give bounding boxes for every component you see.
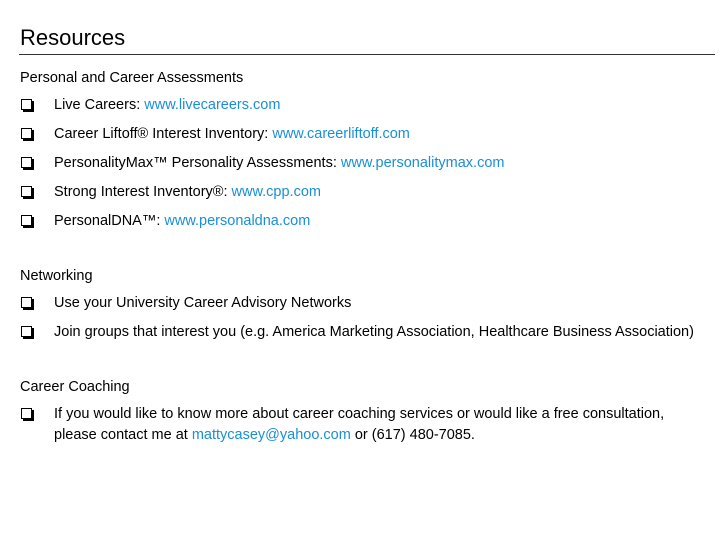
content: [20, 68, 710, 446]
link-personalitymax[interactable]: www.personalitymax.com: [340, 155, 505, 171]
link-livecareers[interactable]: www.livecareers.com: [144, 97, 281, 113]
spacer: [20, 232, 710, 266]
title-divider: [19, 54, 715, 55]
list-item: [20, 404, 710, 446]
link-cpp[interactable]: www.cpp.com: [231, 184, 321, 200]
email-link[interactable]: mattycasey@yahoo.com: [191, 427, 351, 443]
list-item: [20, 293, 710, 314]
list-item: [20, 124, 710, 145]
checkbox-bullet-icon: [21, 297, 32, 308]
item-text: Live Careers:: [54, 97, 145, 113]
item-text: Use your University Career Advisory Networks: [54, 295, 352, 311]
checkbox-bullet-icon: [21, 157, 32, 168]
checkbox-bullet-icon: [21, 186, 32, 197]
list-item: [20, 95, 710, 116]
checkbox-bullet-icon: [21, 128, 32, 139]
section-heading-coaching: Career Coaching: [20, 379, 130, 395]
item-text-suffix: or (617) 480-7085.: [350, 427, 475, 443]
list-item: [20, 211, 710, 232]
item-text: Join groups that interest you (e.g. America Marketing Association, Healthcare Business Association): [54, 324, 694, 340]
spacer: [20, 343, 710, 377]
item-text: PersonalDNA™:: [54, 213, 165, 229]
checkbox-bullet-icon: [21, 408, 32, 419]
item-text: PersonalityMax™ Personality Assessments:: [54, 155, 341, 171]
section-heading-networking: Networking: [20, 268, 93, 284]
checkbox-bullet-icon: [21, 99, 32, 110]
page-title: Resources: [20, 25, 126, 50]
link-personaldna[interactable]: www.personaldna.com: [164, 213, 311, 229]
section-heading-assessments: Personal and Career Assessments: [20, 70, 244, 86]
item-text: Career Liftoff® Interest Inventory:: [54, 126, 273, 142]
list-item: [20, 153, 710, 174]
checkbox-bullet-icon: [21, 215, 32, 226]
link-careerliftoff[interactable]: www.careerliftoff.com: [272, 126, 410, 142]
list-item: [20, 322, 710, 343]
item-text: If you would like to know more about career coaching services or would like a free consultation, please contact me at: [54, 406, 665, 443]
item-text: Strong Interest Inventory®:: [54, 184, 232, 200]
checkbox-bullet-icon: [21, 326, 32, 337]
list-item: [20, 182, 710, 203]
